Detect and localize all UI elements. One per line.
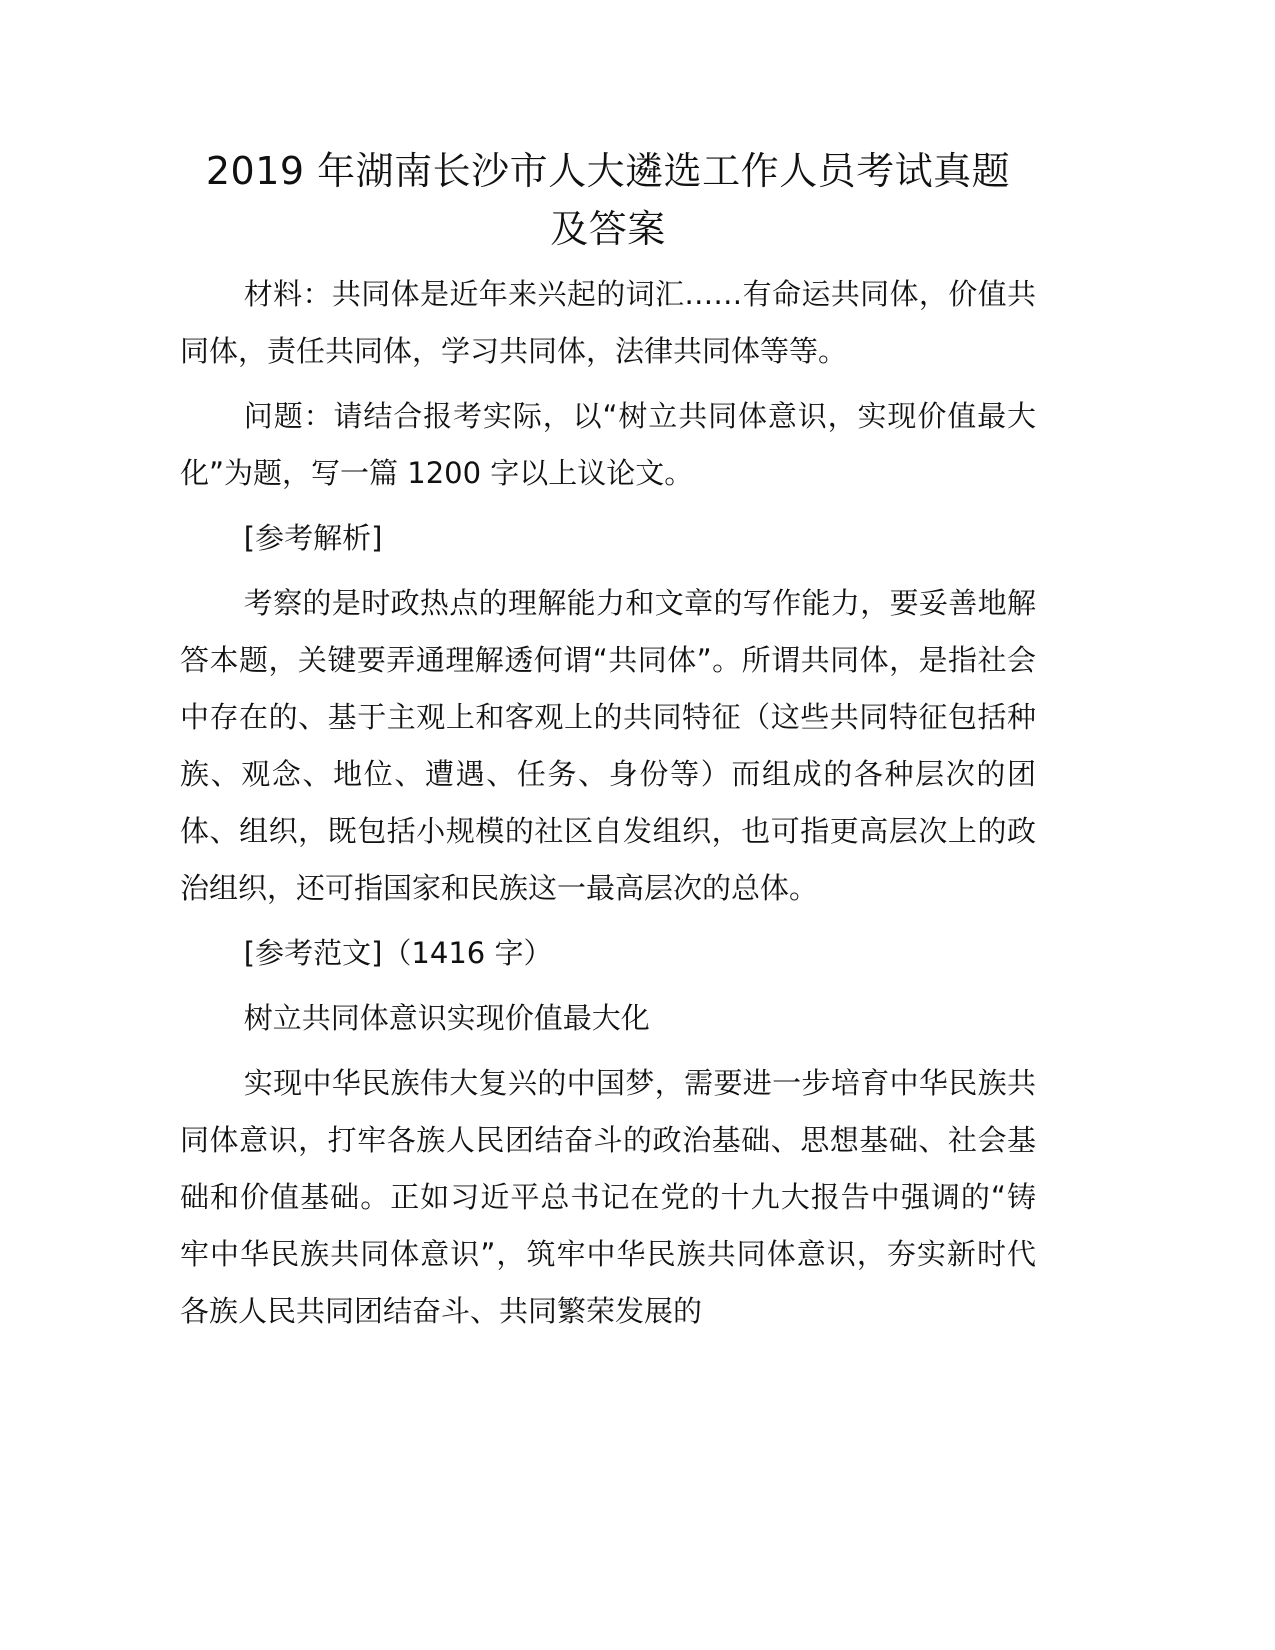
analysis-paragraph: 考察的是时政热点的理解能力和文章的写作能力，要妥善地解答本题，关键要弄通理解透何谓“共同体”。所谓共同体，是指社会中存在的、基于主观上和客观上的共同特征（这些共同特征包括种族、观念、地位、遭遇、任务、身份等）而组成的各种层次的团体、组织，既包括小规模的社区自发组织，也可指更高层次上的政治组织，还可指国家和民族这一最高层次的总体。 — [180, 586, 1036, 905]
document-page — [180, 142, 1036, 1348]
title-line-1: 2019 年湖南长沙市人大遴选工作人员考试真题 — [205, 149, 1011, 193]
document-body — [180, 266, 1036, 1340]
document-title — [180, 142, 1036, 258]
material-paragraph: 材料：共同体是近年来兴起的词汇……有命运共同体，价值共同体，责任共同体，学习共同体，法律共同体等等。 — [180, 277, 1036, 368]
sample-essay-paragraph: 实现中华民族伟大复兴的中国梦，需要进一步培育中华民族共同体意识，打牢各族人民团结奋斗的政治基础、思想基础、社会基础和价值基础。正如习近平总书记在党的十九大报告中强调的“铸牢中华民族共同体意识”，筑牢中华民族共同体意识，夯实新时代各族人民共同团结奋斗、共同繁荣发展的 — [180, 1066, 1036, 1328]
title-line-2: 及答案 — [550, 207, 666, 251]
question-paragraph: 问题：请结合报考实际，以“树立共同体意识，实现价值最大化”为题，写一篇 1200 字以上议论文。 — [180, 399, 1036, 490]
sample-essay-title: 树立共同体意识实现价值最大化 — [243, 1001, 650, 1035]
analysis-heading: [参考解析] — [243, 521, 383, 555]
sample-essay-heading: [参考范文]（1416 字） — [243, 936, 553, 970]
